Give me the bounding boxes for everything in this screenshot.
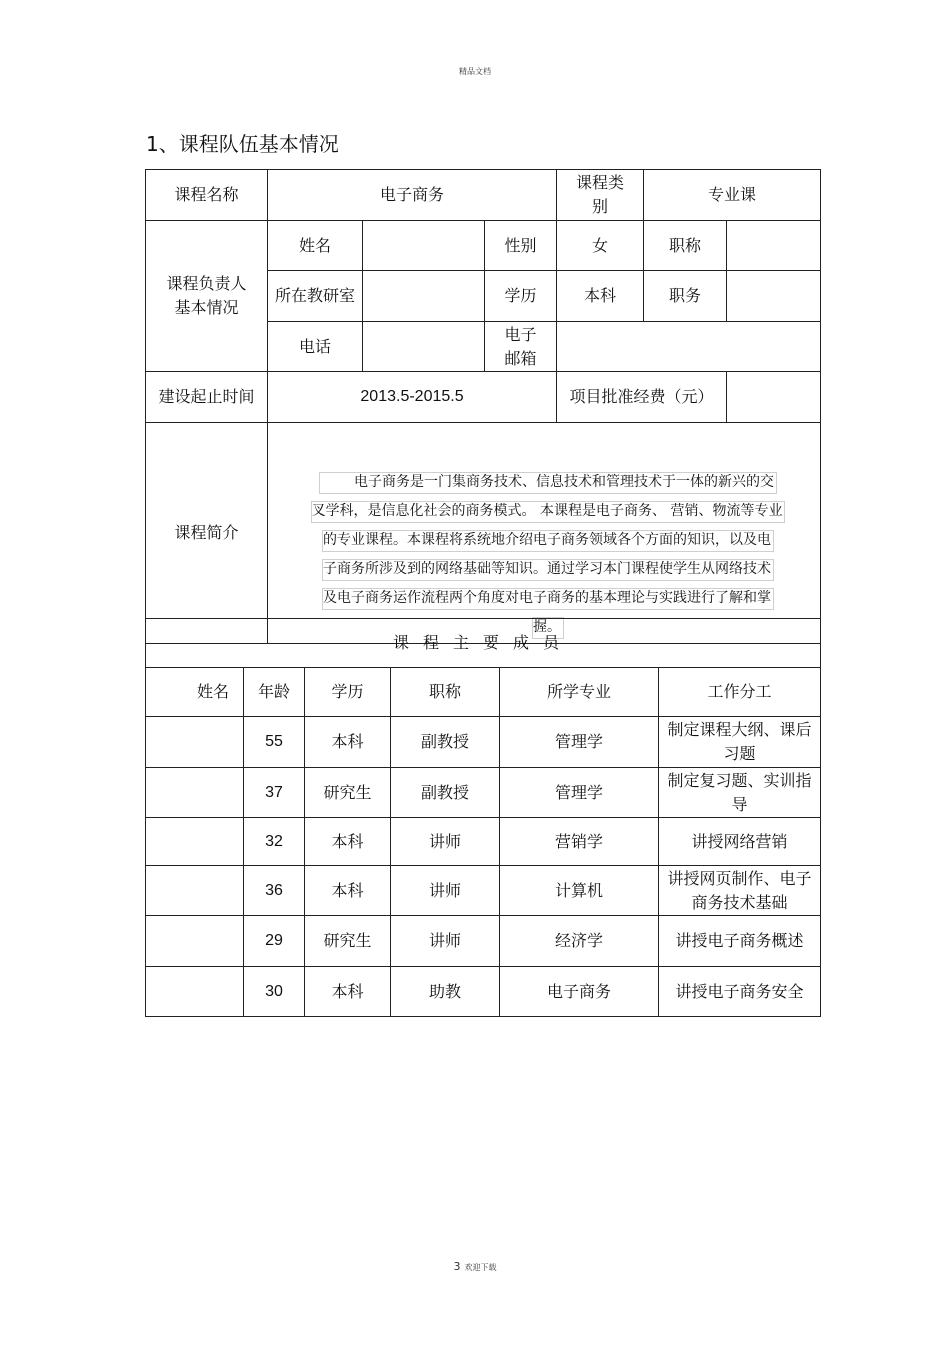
member-duty: 讲授电子商务概述: [659, 916, 821, 967]
intro-line: 及电子商务运作流程两个角度对电子商务的基本理论与实践进行了解和掌: [322, 588, 774, 610]
post-label: 职务: [644, 271, 727, 322]
table-row: [146, 717, 821, 768]
period-label: 建设起止时间: [146, 372, 268, 423]
member-title: 讲师: [391, 866, 500, 916]
member-name: [146, 916, 244, 967]
member-name: [146, 818, 244, 866]
page-number: 3: [453, 1260, 461, 1273]
period-value: 2013.5-2015.5: [268, 372, 557, 423]
col-header: 工作分工: [659, 668, 821, 717]
intro-line: 的专业课程。本课程将系统地介绍电子商务领域各个方面的知识，以及电: [322, 530, 774, 552]
col-header: 职称: [391, 668, 500, 717]
member-name: [146, 768, 244, 818]
member-edu: 本科: [305, 717, 391, 768]
member-title: 讲师: [391, 818, 500, 866]
member-age: 55: [244, 717, 305, 768]
funding-label: 项目批准经费（元）: [557, 372, 727, 423]
name-value: [363, 221, 485, 271]
member-major: 计算机: [500, 866, 659, 916]
member-major: 管理学: [500, 717, 659, 768]
name-label: 姓名: [268, 221, 363, 271]
dept-label: 所在教研室: [268, 271, 363, 322]
col-header: 所学专业: [500, 668, 659, 717]
course-info-table: [145, 169, 821, 644]
member-edu: 研究生: [305, 916, 391, 967]
edu-value: 本科: [557, 271, 644, 322]
member-duty: 制定课程大纲、课后习题: [659, 717, 821, 768]
col-header: 学历: [305, 668, 391, 717]
member-title: 副教授: [391, 768, 500, 818]
course-name-value: 电子商务: [268, 170, 557, 221]
intro-line: 子商务所涉及到的网络基础等知识。通过学习本门课程使学生从网络技术: [322, 559, 774, 581]
member-name: [146, 717, 244, 768]
email-value: [557, 322, 821, 372]
leader-label: 课程负责人基本情况: [146, 221, 268, 372]
col-header: 年龄: [244, 668, 305, 717]
member-duty: 制定复习题、实训指导: [659, 768, 821, 818]
member-name: [146, 967, 244, 1017]
title-value: [727, 221, 821, 271]
course-name-label: 课程名称: [146, 170, 268, 221]
intro-cell: [268, 423, 821, 644]
table-row: [146, 818, 821, 866]
table-row: [146, 967, 821, 1017]
gender-label: 性别: [485, 221, 557, 271]
funding-value: [727, 372, 821, 423]
edu-label: 学历: [485, 271, 557, 322]
footer-text: 欢迎下载: [464, 1263, 497, 1272]
phone-label: 电话: [268, 322, 363, 372]
gender-value: 女: [557, 221, 644, 271]
intro-line: 电子商务是一门集商务技术、信息技术和管理技术于一体的新兴的交: [319, 472, 777, 494]
intro-line: 握。: [532, 617, 564, 639]
member-duty: 讲授网页制作、电子商务技术基础: [659, 866, 821, 916]
page-header: 精品文档: [459, 67, 491, 76]
member-edu: 本科: [305, 866, 391, 916]
email-label: 电子邮箱: [485, 322, 557, 372]
member-duty: 讲授网络营销: [659, 818, 821, 866]
member-age: 32: [244, 818, 305, 866]
table-row: [146, 866, 821, 916]
members-heading: 课程主要成员: [146, 619, 821, 668]
member-edu: 本科: [305, 818, 391, 866]
member-title: 讲师: [391, 916, 500, 967]
member-age: 30: [244, 967, 305, 1017]
course-type-label: 课程类别: [557, 170, 644, 221]
member-duty: 讲授电子商务安全: [659, 967, 821, 1017]
col-header: 姓名: [146, 668, 244, 717]
member-major: 营销学: [500, 818, 659, 866]
phone-value: [363, 322, 485, 372]
member-major: 经济学: [500, 916, 659, 967]
member-title: 助教: [391, 967, 500, 1017]
table-row: [146, 768, 821, 818]
page-footer: [0, 1260, 950, 1273]
intro-text: [272, 423, 816, 643]
table-row: [146, 916, 821, 967]
member-age: 29: [244, 916, 305, 967]
member-name: [146, 866, 244, 916]
member-age: 37: [244, 768, 305, 818]
member-edu: 研究生: [305, 768, 391, 818]
member-age: 36: [244, 866, 305, 916]
post-value: [727, 271, 821, 322]
members-table: [145, 618, 821, 1017]
section-title: 1、课程队伍基本情况: [146, 132, 339, 156]
member-title: 副教授: [391, 717, 500, 768]
dept-value: [363, 271, 485, 322]
member-major: 管理学: [500, 768, 659, 818]
intro-label: 课程简介: [146, 423, 268, 644]
intro-line: 叉学科，是信息化社会的商务模式。 本课程是电子商务、 营销、物流等专业: [311, 501, 786, 523]
member-edu: 本科: [305, 967, 391, 1017]
member-major: 电子商务: [500, 967, 659, 1017]
title-label: 职称: [644, 221, 727, 271]
course-type-value: 专业课: [644, 170, 821, 221]
